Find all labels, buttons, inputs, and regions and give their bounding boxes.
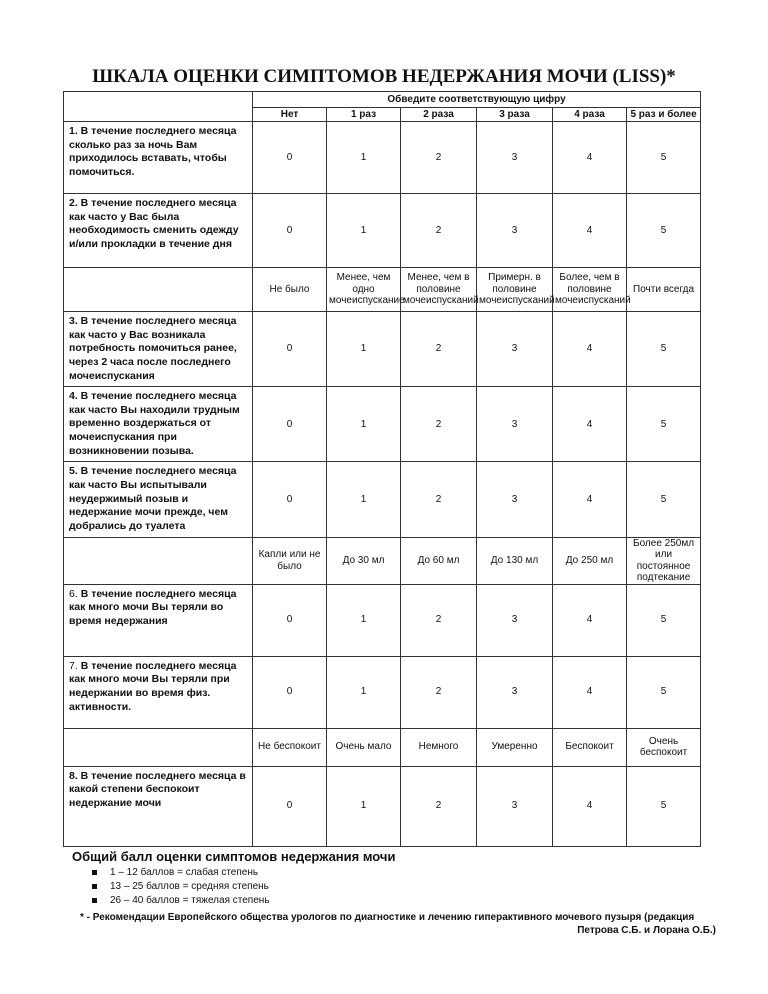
- score-3[interactable]: 3: [477, 766, 553, 846]
- score-0[interactable]: 0: [253, 462, 327, 537]
- option-header: Капли или не было: [253, 537, 327, 584]
- footnote: [80, 911, 716, 937]
- score-3[interactable]: 3: [477, 656, 553, 728]
- table-row: [64, 537, 701, 584]
- question-row-8: [64, 766, 701, 846]
- bullet-icon: [92, 884, 97, 889]
- footnote-line-1: * - Рекомендации Европейского общества урологов по диагностике и лечению гиперактивного мочевого пузыря (редакция: [80, 912, 695, 923]
- list-item: [92, 866, 270, 880]
- score-0[interactable]: 0: [253, 194, 327, 268]
- question-7-body: В течение последнего месяца как много мочи Вы теряли при недержании во время физ. активности.: [69, 659, 237, 713]
- score-1[interactable]: 1: [327, 584, 401, 656]
- score-5[interactable]: 5: [627, 312, 701, 387]
- score-3[interactable]: 3: [477, 584, 553, 656]
- score-1[interactable]: 1: [327, 656, 401, 728]
- score-4[interactable]: 4: [553, 656, 627, 728]
- score-0[interactable]: 0: [253, 656, 327, 728]
- score-4[interactable]: 4: [553, 462, 627, 537]
- question-6-text: [64, 584, 253, 656]
- table-row: [64, 268, 701, 312]
- option-header: Очень мало: [327, 728, 401, 766]
- score-1[interactable]: 1: [327, 462, 401, 537]
- question-3-text: 3. В течение последнего месяца как часто у Вас возникала потребность помочиться ранее, через 2 часа после последнего мочеиспускания: [64, 312, 253, 387]
- score-0[interactable]: 0: [253, 387, 327, 462]
- legend-text: 26 – 40 баллов = тяжелая степень: [110, 895, 270, 906]
- list-item: [92, 880, 270, 894]
- list-item: [92, 894, 270, 908]
- score-3[interactable]: 3: [477, 387, 553, 462]
- option-header: Умеренно: [477, 728, 553, 766]
- question-6-number: 6.: [69, 587, 81, 600]
- score-4[interactable]: 4: [553, 194, 627, 268]
- score-5[interactable]: 5: [627, 584, 701, 656]
- score-4[interactable]: 4: [553, 122, 627, 194]
- score-5[interactable]: 5: [627, 766, 701, 846]
- score-5[interactable]: 5: [627, 656, 701, 728]
- option-header: До 30 мл: [327, 537, 401, 584]
- question-4-text: 4. В течение последнего месяца как часто Вы находили трудным временно воздержаться от мочеиспускания при возникновении позыва.: [64, 387, 253, 462]
- option-header: Беспокоит: [553, 728, 627, 766]
- score-4[interactable]: 4: [553, 312, 627, 387]
- score-5[interactable]: 5: [627, 122, 701, 194]
- score-1[interactable]: 1: [327, 122, 401, 194]
- blank-cell: [64, 537, 253, 584]
- bullet-icon: [92, 898, 97, 903]
- question-7-text: [64, 656, 253, 728]
- option-header: 3 раза: [477, 108, 553, 122]
- footnote-line-2: Петрова С.Б. и Лорана О.Б.): [577, 925, 716, 936]
- option-header: До 130 мл: [477, 537, 553, 584]
- question-row-3: [64, 312, 701, 387]
- option-header: До 250 мл: [553, 537, 627, 584]
- option-header: 4 раза: [553, 108, 627, 122]
- score-1[interactable]: 1: [327, 387, 401, 462]
- score-2[interactable]: 2: [401, 766, 477, 846]
- instruction-header: Обведите соответствующую цифру: [253, 92, 701, 108]
- question-row-4: [64, 387, 701, 462]
- question-8-text: 8. В течение последнего месяца в какой степени беспокоит недержание мочи: [64, 766, 253, 846]
- score-0[interactable]: 0: [253, 312, 327, 387]
- liss-score-table: [63, 91, 701, 847]
- document-title: ШКАЛА ОЦЕНКИ СИМПТОМОВ НЕДЕРЖАНИЯ МОЧИ (LISS)*: [92, 66, 676, 87]
- option-header: Очень беспокоит: [627, 728, 701, 766]
- question-row-5: [64, 462, 701, 537]
- score-2[interactable]: 2: [401, 656, 477, 728]
- option-header: Нет: [253, 108, 327, 122]
- legend-text: 1 – 12 баллов = слабая степень: [110, 867, 259, 878]
- question-6-body: В течение последнего месяца как много мочи Вы теряли во время недержания: [69, 587, 237, 627]
- score-2[interactable]: 2: [401, 462, 477, 537]
- option-header: Почти всегда: [627, 268, 701, 312]
- table-row: [64, 728, 701, 766]
- legend-text: 13 – 25 баллов = средняя степень: [110, 881, 269, 892]
- score-0[interactable]: 0: [253, 122, 327, 194]
- score-2[interactable]: 2: [401, 387, 477, 462]
- score-3[interactable]: 3: [477, 122, 553, 194]
- score-3[interactable]: 3: [477, 462, 553, 537]
- question-row-2: [64, 194, 701, 268]
- option-header: Немного: [401, 728, 477, 766]
- score-1[interactable]: 1: [327, 766, 401, 846]
- score-2[interactable]: 2: [401, 584, 477, 656]
- score-2[interactable]: 2: [401, 122, 477, 194]
- score-1[interactable]: 1: [327, 194, 401, 268]
- option-header: Более, чем в половине мочеиспусканий: [553, 268, 627, 312]
- blank-cell: [64, 728, 253, 766]
- question-row-7: [64, 656, 701, 728]
- question-row-1: [64, 122, 701, 194]
- table-row: [64, 92, 701, 108]
- option-header: 1 раз: [327, 108, 401, 122]
- question-2-text: 2. В течение последнего месяца как часто у Вас была необходимость сменить одежду и/или прокладки в течение дня: [64, 194, 253, 268]
- blank-cell: [64, 92, 253, 122]
- question-1-text: 1. В течение последнего месяца сколько раз за ночь Вам приходилось вставать, чтобы помочиться.: [64, 122, 253, 194]
- option-header: 5 раз и более: [627, 108, 701, 122]
- bullet-icon: [92, 870, 97, 875]
- score-5[interactable]: 5: [627, 194, 701, 268]
- option-header: Примерн. в половине мочеиспусканий: [477, 268, 553, 312]
- score-5[interactable]: 5: [627, 462, 701, 537]
- option-header: Не было: [253, 268, 327, 312]
- score-1[interactable]: 1: [327, 312, 401, 387]
- option-header: Менее, чем одно мочеиспускание: [327, 268, 401, 312]
- score-4[interactable]: 4: [553, 584, 627, 656]
- option-header: Не беспокоит: [253, 728, 327, 766]
- score-4[interactable]: 4: [553, 766, 627, 846]
- question-row-6: [64, 584, 701, 656]
- score-3[interactable]: 3: [477, 194, 553, 268]
- score-3[interactable]: 3: [477, 312, 553, 387]
- score-legend: [92, 866, 270, 908]
- score-2[interactable]: 2: [401, 194, 477, 268]
- score-2[interactable]: 2: [401, 312, 477, 387]
- question-7-number: 7.: [69, 659, 81, 672]
- option-header: До 60 мл: [401, 537, 477, 584]
- score-0[interactable]: 0: [253, 584, 327, 656]
- score-5[interactable]: 5: [627, 387, 701, 462]
- option-header: Более 250мл или постоянное подтекание: [627, 537, 701, 584]
- score-0[interactable]: 0: [253, 766, 327, 846]
- option-header: 2 раза: [401, 108, 477, 122]
- score-4[interactable]: 4: [553, 387, 627, 462]
- option-header: Менее, чем в половине мочеиспусканий: [401, 268, 477, 312]
- blank-cell: [64, 268, 253, 312]
- question-5-text: 5. В течение последнего месяца как часто Вы испытывали неудержимый позыв и недержание мочи прежде, чем добрались до туалета: [64, 462, 253, 537]
- total-score-heading: Общий балл оценки симптомов недержания мочи: [72, 849, 396, 864]
